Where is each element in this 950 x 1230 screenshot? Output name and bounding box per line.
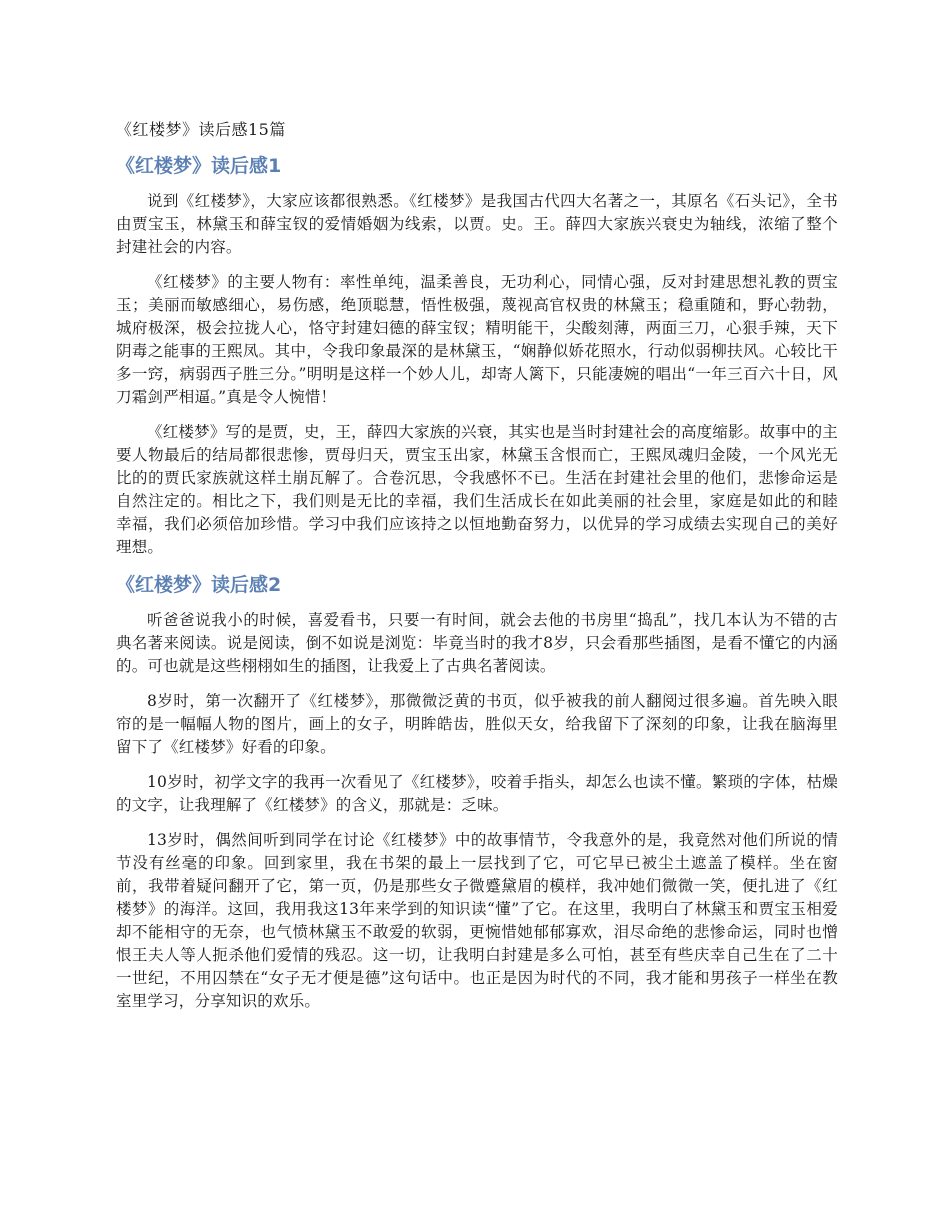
section-heading: 《红楼梦》读后感2 [116, 574, 282, 596]
paragraph: 《红楼梦》的主要人物有：率性单纯，温柔善良，无功利心，同情心强，反对封建思想礼教的贾宝玉；美丽而敏感细心，易伤感，绝顶聪慧，悟性极强，蔑视高官权贵的林黛玉；稳重随和，野心勃勃，城府极深，极会拉拢人心，恪守封建妇德的薛宝钗；精明能干，尖酸刻薄，两面三刀，心狠手辣，天下阴毒之能事的王熙凤。其中，令我印象最深的是林黛玉，“娴静似娇花照水，行动似弱柳扶风。心较比干多一窍，病弱西子胜三分。”明明是这样一个妙人儿，却寄人篱下，只能凄婉的唱出“一年三百六十日，风刀霜剑严相逼。”真是令人惋惜！ [116, 273, 838, 406]
section-heading: 《红楼梦》读后感1 [116, 155, 282, 177]
document-page [116, 118, 838, 1025]
section-2 [116, 571, 838, 1013]
paragraph: 听爸爸说我小的时候，喜爱看书，只要一有时间，就会去他的书房里“捣乱”，找几本认为不错的古典名著来阅读。说是阅读，倒不如说是浏览：毕竟当时的我才8岁，只会看那些插图，是看不懂它的内涵的。可也就是这些栩栩如生的插图，让我爱上了古典名著阅读。 [116, 611, 838, 675]
section-1 [116, 152, 838, 559]
paragraph: 说到《红楼梦》，大家应该都很熟悉。《红楼梦》是我国古代四大名著之一，其原名《石头记》，全书由贾宝玉，林黛玉和薛宝钗的爱情婚姻为线索，以贾。史。王。薛四大家族兴衰史为轴线，浓缩了整个封建社会的内容。 [116, 192, 838, 256]
paragraph: 8岁时，第一次翻开了《红楼梦》，那微微泛黄的书页，似乎被我的前人翻阅过很多遍。首先映入眼帘的是一幅幅人物的图片，画上的女子，明眸皓齿，胜似天女，给我留下了深刻的印象，让我在脑海里留下了《红楼梦》好看的印象。 [116, 692, 838, 756]
paragraph: 10岁时，初学文字的我再一次看见了《红楼梦》，咬着手指头，却怎么也读不懂。繁琐的字体，枯燥的文字，让我理解了《红楼梦》的含义，那就是：乏味。 [116, 773, 838, 814]
document-title: 《红楼梦》读后感15篇 [116, 120, 286, 139]
paragraph: 13岁时，偶然间听到同学在讨论《红楼梦》中的故事情节，令我意外的是，我竟然对他们所说的情节没有丝毫的印象。回到家里，我在书架的最上一层找到了它，可它早已被尘土遮盖了模样。坐在窗前，我带着疑问翻开了它，第一页，仍是那些女子微蹙黛眉的模样，我冲她们微微一笑，便扎进了《红楼梦》的海洋。这回，我用我这13年来学到的知识读“懂”了它。在这里，我明白了林黛玉和贾宝玉相爱却不能相守的无奈，也气愤林黛玉不敢爱的软弱，更惋惜她郁郁寡欢，泪尽命绝的悲惨命运，同时也憎恨王夫人等人扼杀他们爱情的残忍。这一切，让我明白封建是多么可怕，甚至有些庆幸自己生在了二十一世纪，不用囚禁在“女子无才便是德”这句话中。也正是因为时代的不同，我才能和男孩子一样坐在教室里学习，分享知识的欢乐。 [116, 831, 838, 1010]
paragraph: 《红楼梦》写的是贾，史，王，薛四大家族的兴衰，其实也是当时封建社会的高度缩影。故事中的主要人物最后的结局都很悲惨，贾母归天，贾宝玉出家，林黛玉含恨而亡，王熙凤魂归金陵，一个风光无比的的贾氏家族就这样土崩瓦解了。合卷沉思，令我感怀不已。生活在封建社会里的他们，悲惨命运是自然注定的。相比之下，我们则是无比的幸福，我们生活成长在如此美丽的社会里，家庭是如此的和睦幸福，我们必须倍加珍惜。学习中我们应该持之以恒地勤奋努力，以优异的学习成绩去实现自己的美好理想。 [116, 423, 838, 556]
